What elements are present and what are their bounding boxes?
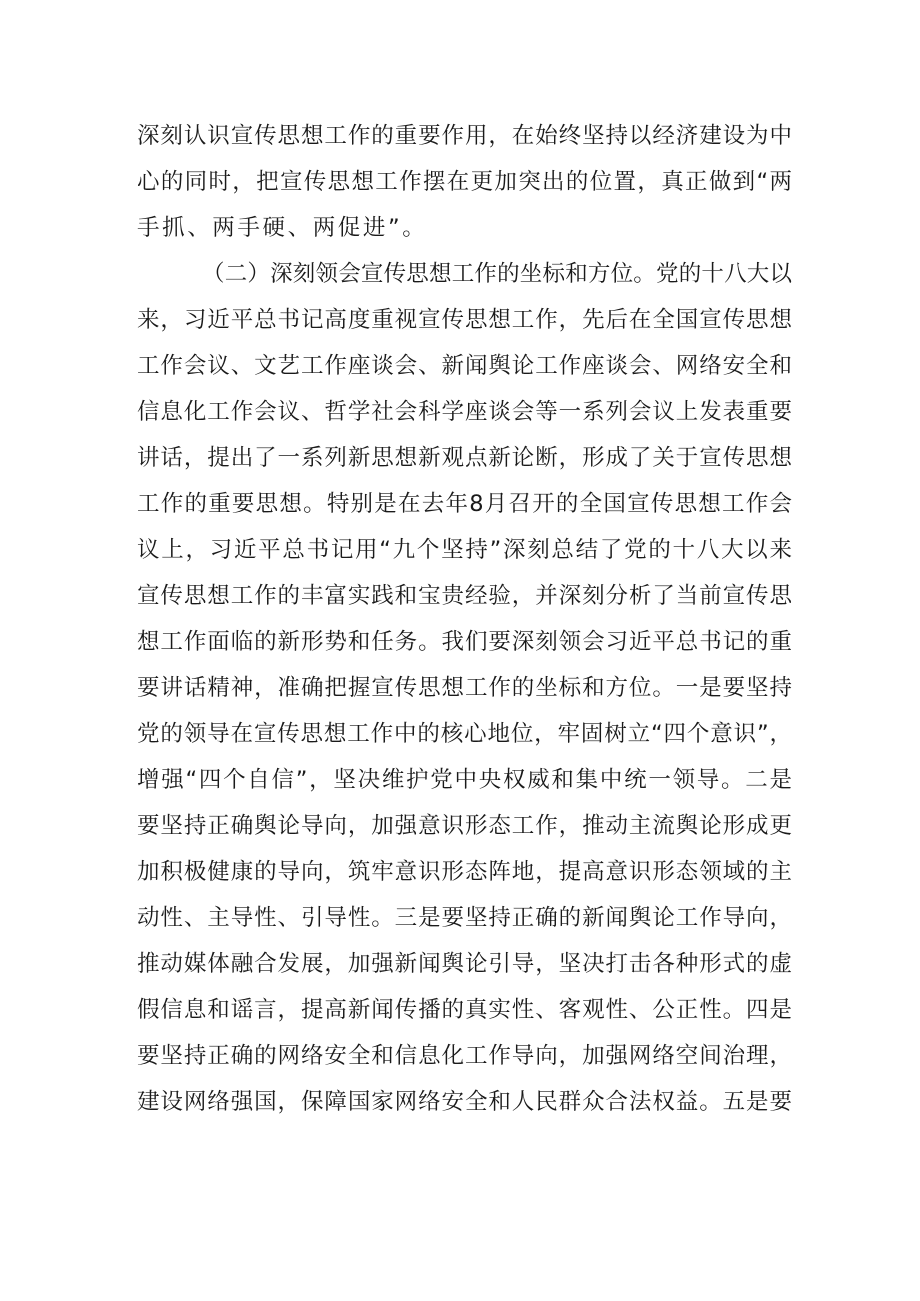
text-line: 增强“四个自信”，坚决维护党中央权威和集中统一领导。二是 — [137, 767, 792, 793]
text-line: 心的同时，把宣传思想工作摆在更加突出的位置，真正做到“两 — [137, 169, 792, 195]
section-heading-line: （二）深刻领会宣传思想工作的坐标和方位。党的十八大以 — [202, 261, 792, 287]
text-line: 党的领导在宣传思想工作中的核心地位，牢固树立“四个意识”， — [137, 721, 792, 747]
text-line: 工作的重要思想。特别是在去年8月召开的全国宣传思想工作会 — [137, 491, 792, 517]
text-line: 工作会议、文艺工作座谈会、新闻舆论工作座谈会、网络安全和 — [137, 353, 792, 379]
text-line: 加积极健康的导向，筑牢意识形态阵地，提高意识形态领域的主 — [137, 859, 792, 885]
text-line: 要坚持正确的网络安全和信息化工作导向，加强网络空间治理， — [137, 1043, 792, 1069]
text-line: 要坚持正确舆论导向，加强意识形态工作，推动主流舆论形成更 — [137, 813, 792, 839]
text-line: 要讲话精神，准确把握宣传思想工作的坐标和方位。一是要坚持 — [137, 675, 792, 701]
text-line: 推动媒体融合发展，加强新闻舆论引导，坚决打击各种形式的虚 — [137, 951, 792, 977]
text-line: 动性、主导性、引导性。三是要坚持正确的新闻舆论工作导向， — [137, 905, 792, 931]
text-line: 假信息和谣言，提高新闻传播的真实性、客观性、公正性。四是 — [137, 997, 792, 1023]
text-line: 来，习近平总书记高度重视宣传思想工作，先后在全国宣传思想 — [137, 307, 792, 333]
text-line: 宣传思想工作的丰富实践和宝贵经验，并深刻分析了当前宣传思 — [137, 583, 792, 609]
text-line: 深刻认识宣传思想工作的重要作用，在始终坚持以经济建设为中 — [137, 123, 792, 149]
text-line: 讲话，提出了一系列新思想新观点新论断，形成了关于宣传思想 — [137, 445, 792, 471]
text-line: 信息化工作会议、哲学社会科学座谈会等一系列会议上发表重要 — [137, 399, 792, 425]
text-line: 议上，习近平总书记用“九个坚持”深刻总结了党的十八大以来 — [137, 537, 792, 563]
text-line: 手抓、两手硬、两促进”。 — [137, 215, 428, 241]
text-line: 想工作面临的新形势和任务。我们要深刻领会习近平总书记的重 — [137, 629, 792, 655]
text-line: 建设网络强国，保障国家网络安全和人民群众合法权益。五是要 — [137, 1089, 792, 1115]
body-text — [137, 113, 792, 1125]
